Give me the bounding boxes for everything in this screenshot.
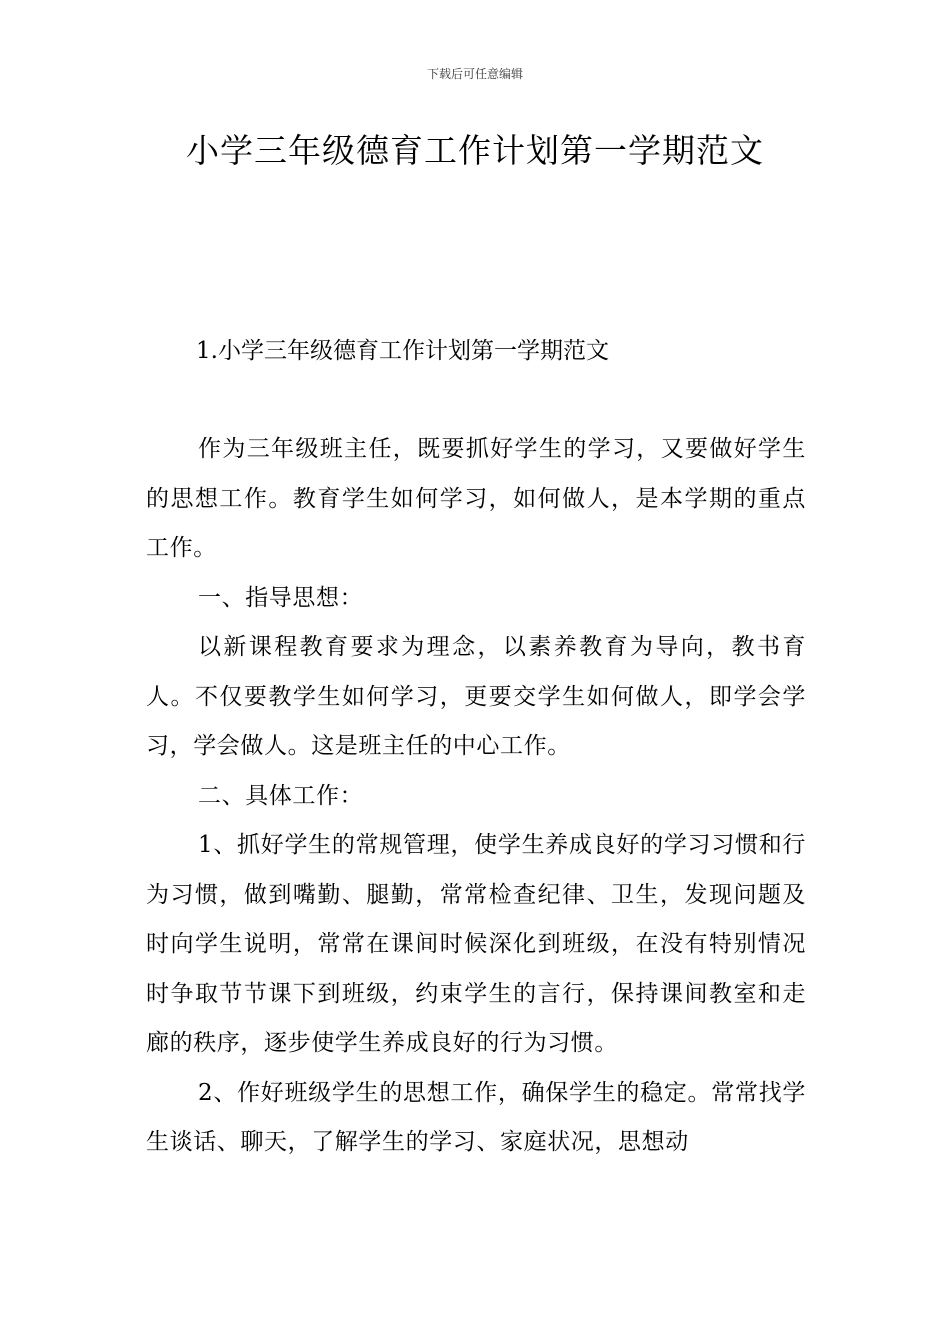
document-title: 小学三年级德育工作计划第一学期范文 [186, 131, 764, 170]
paragraph-heading-guiding-ideology: 一、指导思想： [198, 584, 364, 611]
paragraph-work-item-1: 1、抓好学生的常规管理，使学生养成良好的学习习惯和行为习惯，做到嘴勤、腿勤，常常检查纪律、卫生，发现问题及时向学生说明，常常在课间时候深化到班级，在没有特别情况时争取节节课下到班级，约束学生的言行，保持课间教室和走廊的秩序，逐步使学生养成良好的行为习惯。 [146, 832, 806, 1056]
paragraph-work-item-2: 2、作好班级学生的思想工作，确保学生的稳定。常常找学生谈话、聊天，了解学生的学习、家庭状况，思想动 [146, 1079, 806, 1155]
paragraph-intro: 作为三年级班主任，既要抓好学生的学习，又要做好学生的思想工作。教育学生如何学习，如何做人，是本学期的重点工作。 [146, 436, 806, 561]
header-note: 下载后可任意编辑 [426, 67, 523, 81]
paragraph-heading-specific-work: 二、具体工作： [198, 782, 364, 809]
body-text [146, 425, 806, 1168]
paragraph-guiding-ideology: 以新课程教育要求为理念，以素养教育为导向，教书育人。不仅要教学生如何学习，更要交学生如何做人，即学会学习，学会做人。这是班主任的中心工作。 [146, 634, 806, 759]
section-heading: 1.小学三年级德育工作计划第一学期范文 [196, 338, 609, 364]
